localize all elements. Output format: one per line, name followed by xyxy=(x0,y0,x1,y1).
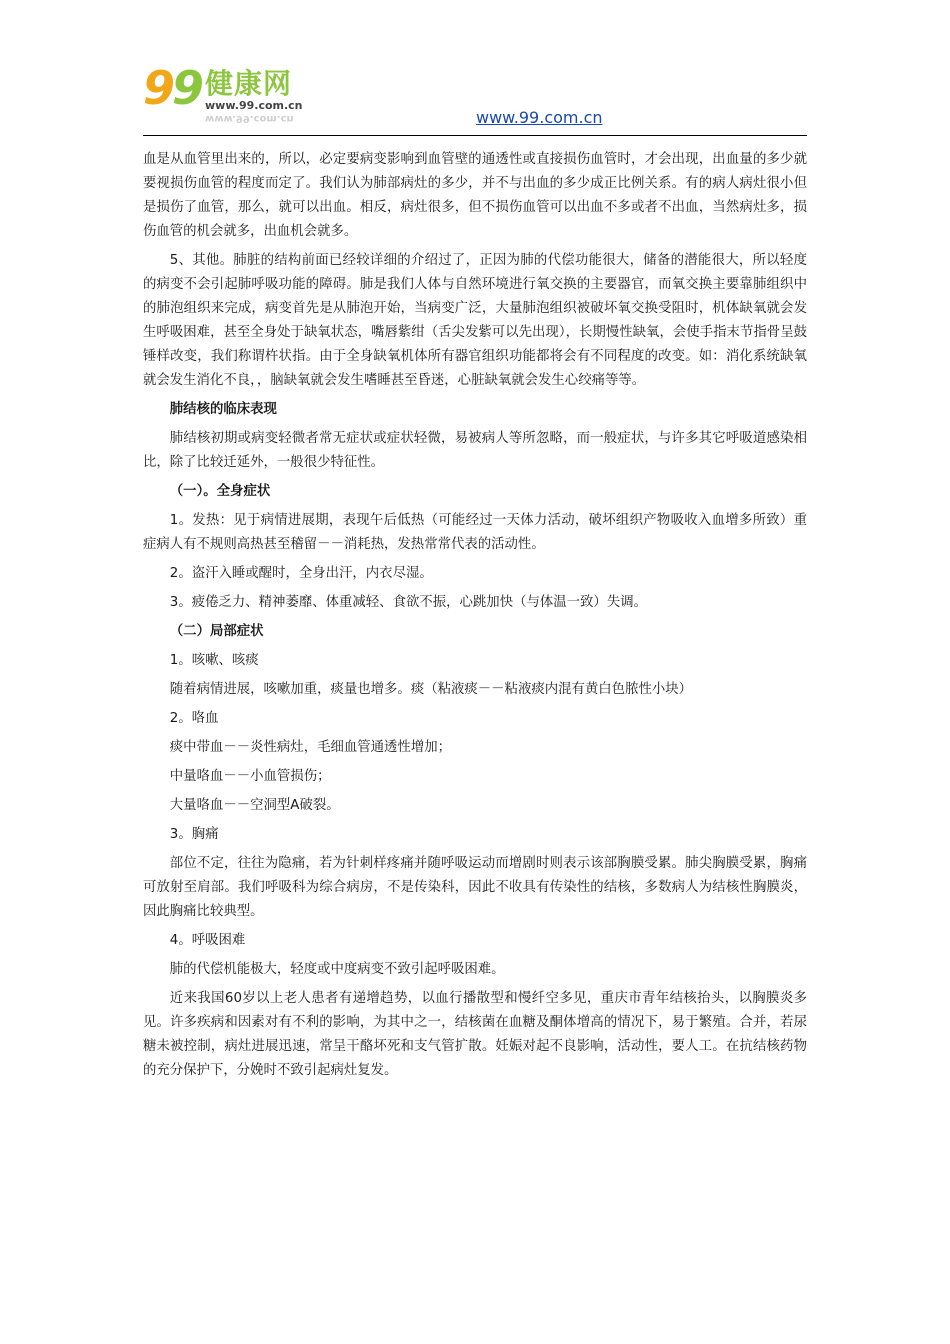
logo-url: www.99.com.cn xyxy=(205,99,303,112)
section-heading: 肺结核的临床表现 xyxy=(169,402,277,417)
paragraph: 近来我国60岁以上老人患者有递增趋势，以血行播散型和慢纤空多见，重庆市青年结核抬头，以胸膜炎多见。许多疾病和因素对有不利的影响，为其中之一，结核菌在血糖及酮体增高的情况下，易于繁殖。合并，若尿糖未被控制，病灶进展迅速，常呈干酪坏死和支气管扩散。妊娠对起不良影响，活动性，要人工。在抗结核药物的充分保护下，分娩时不致引起病灶复发。 xyxy=(143,991,807,1078)
paragraph: 中量咯血－－小血管损伤； xyxy=(169,769,331,784)
section-heading: （二）局部症状 xyxy=(169,624,264,639)
paragraph: 1。咳嗽、咳痰 xyxy=(169,653,259,668)
paragraph: 血是从血管里出来的，所以，必定要病变影响到血管壁的通透性或直接损伤血管时，才会出现，出血量的多少就要视损伤血管的程度而定了。我们认为肺部病灶的多少，并不与出血的多少成正比例关系。有的病人病灶很小但是损伤了血管，那么，就可以出血。相反，病灶很多，但不损伤血管可以出血不多或者不出血，当然病灶多，损伤血管的机会就多，出血机会就多。 xyxy=(143,152,807,239)
paragraph: 肺结核初期或病变轻微者常无症状或症状轻微，易被病人等所忽略，而一般症状，与许多其它呼吸道感染相比，除了比较迁延外，一般很少特征性。 xyxy=(143,431,807,470)
paragraph: 1。发热：见于病情进展期，表现午后低热（可能经过一天体力活动，破坏组织产物吸收入血增多所致）重症病人有不规则高热甚至稽留－－消耗热，发热常常代表的活动性。 xyxy=(143,513,807,552)
site-logo[interactable] xyxy=(143,61,343,126)
paragraph: 5、其他。肺脏的结构前面已经较详细的介绍过了，正因为肺的代偿功能很大，储备的潜能很大，所以轻度的病变不会引起肺呼吸功能的障碍。肺是我们人体与自然环境进行氧交换的主要器官，而氧交换主要靠肺组织中的肺泡组织来完成，病变首先是从肺泡开始，当病变广泛，大量肺泡组织被破坏氧交换受阻时，机体缺氧就会发生呼吸困难，甚至全身处于缺氧状态，嘴唇紫绀（舌尖发紫可以先出现），长期慢性缺氧，会使手指末节指骨呈鼓锤样改变，我们称谓杵状指。由于全身缺氧机体所有器官组织功能都将会有不同程度的改变。如：消化系统缺氧就会发生消化不良，，脑缺氧就会发生嗜睡甚至昏迷，心脏缺氧就会发生心绞痛等等。 xyxy=(143,253,807,388)
document-body xyxy=(143,148,807,1088)
logo-url-reflection: www.99.com.cn xyxy=(205,113,294,124)
paragraph: 部位不定，往往为隐痛，若为针刺样疼痛并随呼吸运动而增剧时则表示该部胸膜受累。肺尖胸膜受累，胸痛可放射至肩部。我们呼吸科为综合病房，不是传染科，因此不收具有传染性的结核，多数病人为结核性胸膜炎，因此胸痛比较典型。 xyxy=(143,856,807,919)
paragraph: 随着病情进展，咳嗽加重，痰量也增多。痰（粘液痰－－粘液痰内混有黄白色脓性小块） xyxy=(169,682,693,697)
section-heading: （一）。全身症状 xyxy=(169,484,271,499)
paragraph: 2。咯血 xyxy=(169,711,219,726)
logo-text: 健康网 xyxy=(205,67,293,100)
paragraph: 3。疲倦乏力、精神萎靡、体重减轻、食欲不振，心跳加快（与体温一致）失调。 xyxy=(169,595,647,610)
page-header xyxy=(0,0,950,140)
paragraph: 痰中带血－－炎性病灶，毛细血管通透性增加； xyxy=(169,740,451,755)
paragraph: 肺的代偿机能极大，轻度或中度病变不致引起呼吸困难。 xyxy=(169,962,505,977)
paragraph: 大量咯血－－空洞型A破裂。 xyxy=(169,798,340,813)
site-link[interactable]: www.99.com.cn xyxy=(476,108,603,127)
logo-number: 99 xyxy=(143,61,202,115)
paragraph: 3。胸痛 xyxy=(169,827,219,842)
paragraph: 2。盗汗入睡或醒时，全身出汗，内衣尽湿。 xyxy=(169,566,433,581)
paragraph: 4。呼吸困难 xyxy=(169,933,246,948)
header-divider xyxy=(143,135,807,136)
